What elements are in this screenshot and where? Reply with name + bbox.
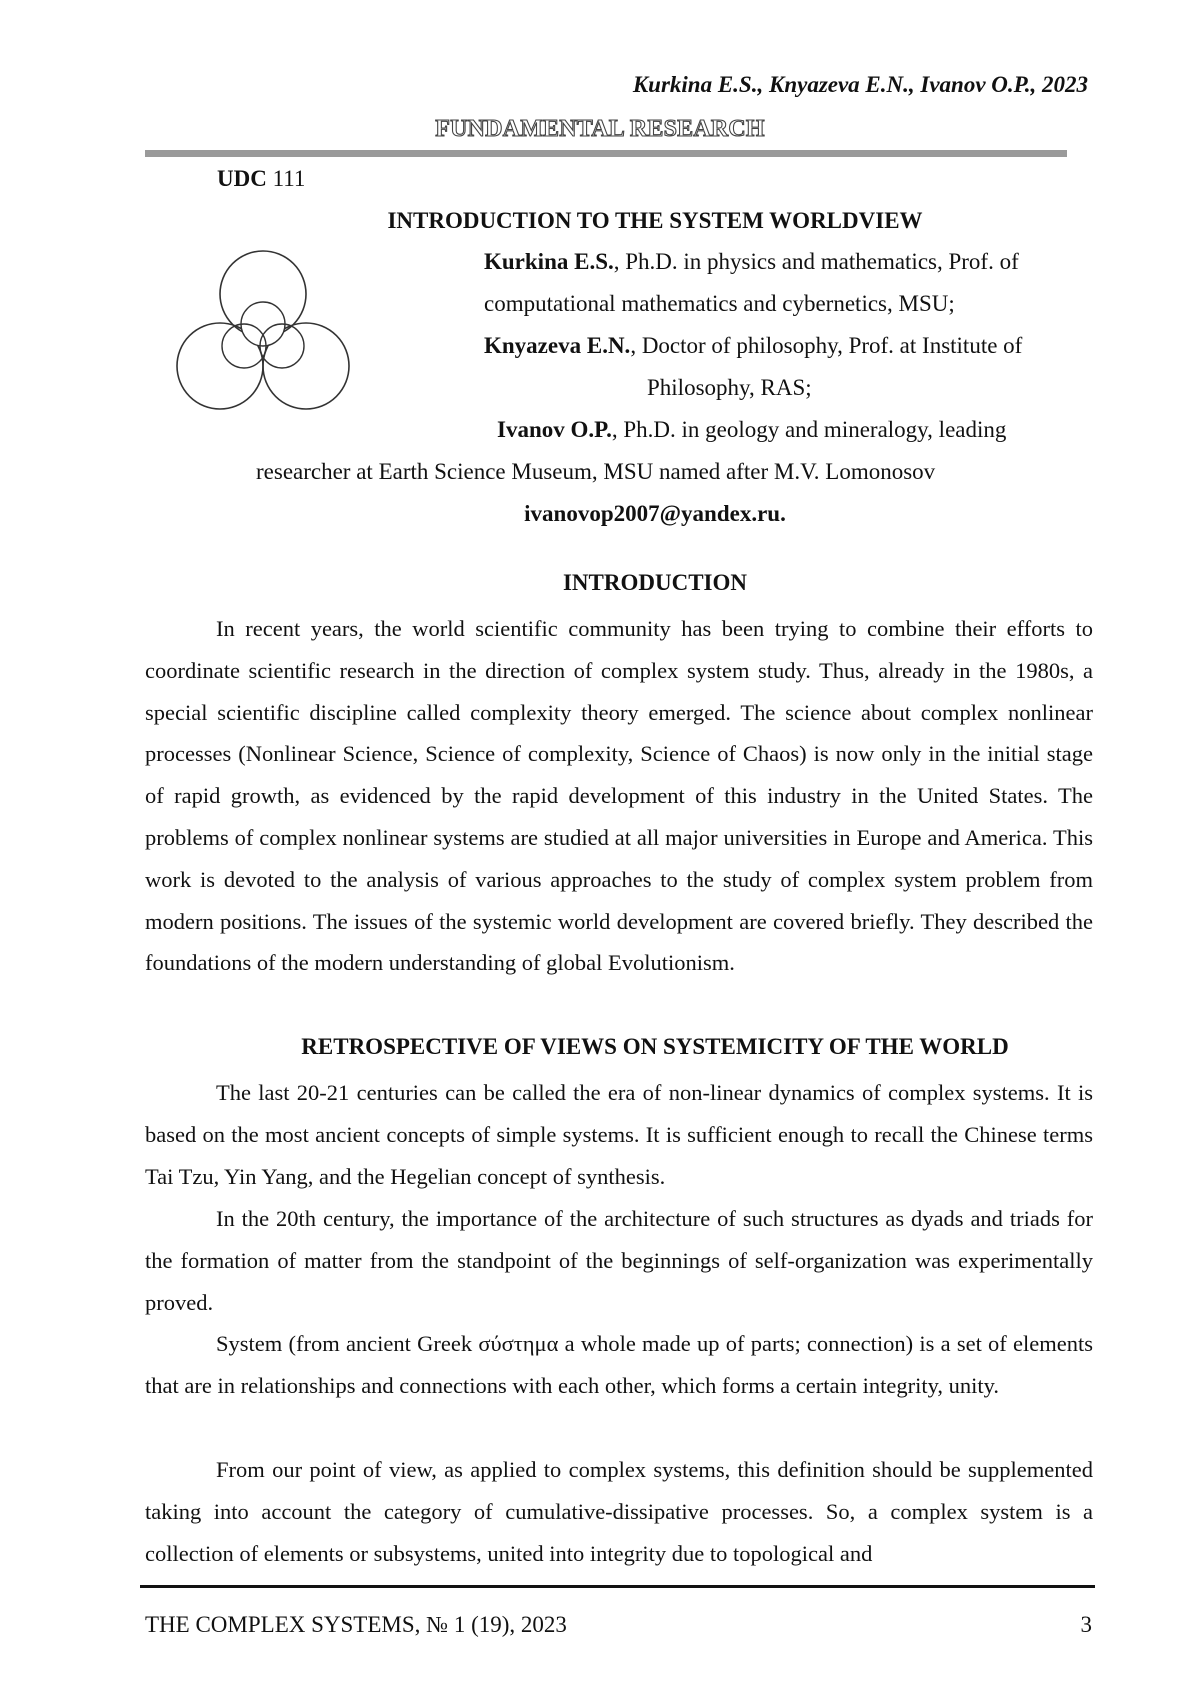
author-3-name: Ivanov O.P. [497,417,612,442]
page-number: 3 [1080,1612,1092,1637]
footer-rule [140,1585,1095,1588]
author-1-line-1 [484,241,1019,283]
retro-paragraph-3: System (from ancient Greek σύστημα a whole made up of parts; connection) is a set of elements that are in relationships and connections with each other, which forms a certain integrity, unity. [145,1331,1093,1398]
journal-emblem-icon [170,250,356,436]
author-2-affiliation: , Doctor of philosophy, Prof. at Institute of [630,333,1023,358]
header-rule [145,150,1067,157]
running-header-authors: Kurkina E.S., Knyazeva E.N., Ivanov O.P., 2023 [632,72,1088,97]
author-2-line-1 [484,325,1022,367]
retro-paragraph-4: From our point of view, as applied to complex systems, this definition should be supplemented taking into account the category of cumulative-dissipative processes. So, a complex system is a collection of elements or subsystems, united into integrity due to topological and [145,1457,1093,1566]
section-heading-retrospective: RETROSPECTIVE OF VIEWS ON SYSTEMICITY OF THE WORLD [301,1034,1009,1059]
author-1-name: Kurkina E.S. [484,249,614,274]
author-3-line-1 [497,409,1006,451]
udc-label: UDC [217,166,267,191]
author-2-line-2: Philosophy, RAS; [647,375,812,400]
author-3-affiliation: , Ph.D. in geology and mineralogy, leading [611,417,1007,442]
retro-paragraph-1: The last 20-21 centuries can be called the era of non-linear dynamics of complex systems. It is based on the most ancient concepts of simple systems. It is sufficient enough to recall the Chinese terms Tai Tzu, Yin Yang, and the Hegelian concept of synthesis. [145,1080,1093,1189]
udc-value: 111 [272,166,306,191]
article-title: INTRODUCTION TO THE SYSTEM WORLDVIEW [387,208,923,233]
intro-paragraph: In recent years, the world scientific community has been trying to combine their efforts to coordinate scientific research in the direction of complex system study. Thus, already in the 1980s, a special scientific discipline called complexity theory emerged. The science about complex nonlinear processes (Nonlinear Science, Science of complexity, Science of Chaos) is now only in the initial stage of rapid growth, as evidenced by the rapid development of this industry in the United States. The problems of complex nonlinear systems are studied at all major universities in Europe and America. This work is devoted to the analysis of various approaches to the study of complex system problem from modern positions. The issues of the systemic world development are covered briefly. They described the foundations of the modern understanding of global Evolutionism. [145,616,1093,976]
section-heading-introduction: INTRODUCTION [562,570,748,595]
author-3-line-2: researcher at Earth Science Museum, MSU named after M.V. Lomonosov [256,459,936,484]
author-2-name: Knyazeva E.N. [484,333,631,358]
retro-paragraph-2: In the 20th century, the importance of the architecture of such structures as dyads and triads for the formation of matter from the standpoint of the beginnings of self-organization was experimentally proved. [145,1206,1093,1315]
author-1-affiliation: , Ph.D. in physics and mathematics, Prof. of [613,249,1019,274]
contact-email: ivanovop2007@yandex.ru. [524,501,786,526]
section-banner: FUNDAMENTAL RESEARCH [435,116,765,142]
udc-line [217,166,305,192]
author-1-line-2: computational mathematics and cybernetics, MSU; [484,291,955,316]
footer-journal: THE COMPLEX SYSTEMS, № 1 (19), 2023 [145,1612,567,1637]
